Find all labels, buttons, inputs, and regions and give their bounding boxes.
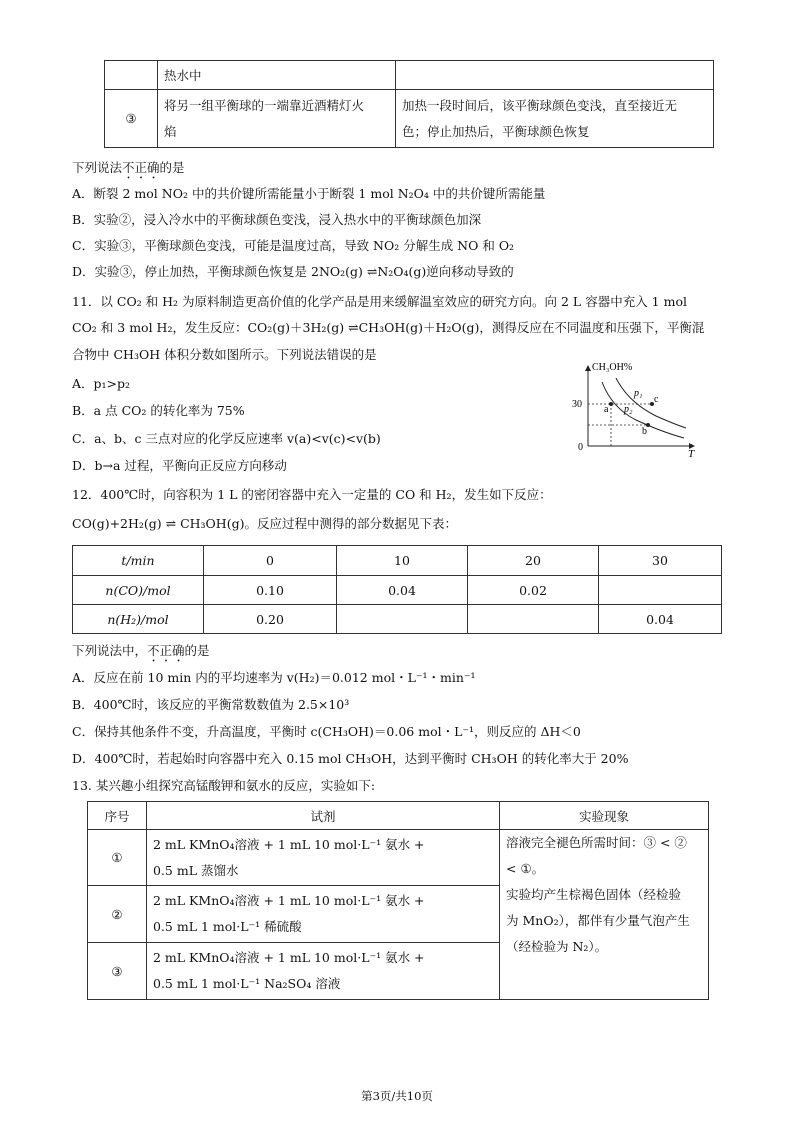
lead-text: 下列说法中， [72, 643, 148, 658]
table-cell: ② [88, 886, 147, 943]
cell-line: 2 mL KMnO₄溶液 + 1 mL 10 mol·L⁻¹ 氨水 + [153, 836, 425, 852]
table-cell: 0.10 [204, 576, 337, 605]
table-cell [147, 943, 500, 1000]
row-label [73, 576, 204, 605]
lead-text: 的是 [159, 160, 185, 175]
option-c: C．a、b、c 三点对应的化学反应速率 v(a)<v(c)<v(b) [72, 431, 381, 446]
option-a: A．反应在前 10 min 内的平均速率为 v(H₂)＝0.012 mol・L⁻¹・min⁻¹ [72, 670, 476, 685]
tick-label-30: 30 [572, 399, 582, 410]
table-header-cell: 序号 [88, 802, 147, 830]
table-header-cell: 30 [599, 546, 722, 576]
table-cell: ③ [88, 943, 147, 1000]
question-lead [72, 641, 210, 665]
table-cell: 0.04 [599, 605, 722, 634]
cell-line: 实验均产生棕褐色固体（经检验 [506, 887, 682, 902]
cell-line: 溶液完全褪色所需时间：③ < ② [506, 835, 687, 850]
table-cell [599, 576, 722, 605]
table-cell: 0.04 [337, 576, 468, 605]
cell-line: 0.5 mL 1 mol·L⁻¹ 稀硫酸 [153, 919, 302, 934]
lead-text: 下列说法 [72, 160, 123, 175]
question-12-line-1: 12．400℃时，向容积为 1 L 的密闭容器中充入一定量的 CO 和 H₂，发生如下反应： [72, 487, 552, 502]
option-b: B．实验②，浸入冷水中的平衡球颜色变浅，浸入热水中的平衡球颜色加深 [72, 212, 482, 227]
data-table-q12 [72, 545, 722, 634]
table-cell [468, 605, 599, 634]
cell-line: 0.5 mL 蒸馏水 [153, 862, 239, 878]
x-axis-label: T [688, 448, 695, 460]
emphasis-text: 不正确 [147, 643, 185, 658]
row-label-text: n(H₂)/mol [107, 611, 169, 627]
question-11-line-2: CO₂ 和 3 mol H₂，发生反应：CO₂(g)＋3H₂(g) ⇌CH₃OH(g)＋H₂O(g)，测得反应在不同温度和压强下，平衡混 [72, 320, 705, 335]
question-13-line-1: 13. 某兴趣小组探究高锰酸钾和氨水的反应，实验如下: [72, 778, 376, 793]
table-header-cell: 实验现象 [500, 802, 709, 830]
table-cell [158, 90, 396, 148]
cell-line: （经检验为 N₂）。 [506, 939, 608, 954]
point-a [609, 402, 613, 406]
option-c: C．实验③，平衡球颜色变浅，可能是温度过高，导致 NO₂ 分解生成 NO 和 O₂ [72, 238, 515, 253]
label-c: c [654, 394, 659, 405]
option-b: B．a 点 CO₂ 的转化率为 75% [72, 403, 245, 418]
option-a: A．p₁>p₂ [72, 376, 131, 391]
option-c: C．保持其他条件不变，升高温度，平衡时 c(CH₃OH)＝0.06 mol・L⁻¹，则反应的 ΔH＜0 [72, 724, 581, 739]
cell-line: 加热一段时间后，该平衡球颜色变浅，直至接近无 [402, 97, 678, 113]
table-header-cell: 10 [337, 546, 468, 576]
table-header-cell: 0 [204, 546, 337, 576]
label-a: a [604, 404, 609, 415]
label-b: b [642, 426, 647, 437]
table-cell [396, 61, 714, 90]
option-d: D．实验③，停止加热，平衡球颜色恢复是 2NO₂(g) ⇌N₂O₄(g)逆向移动导致的 [72, 264, 514, 279]
table-cell [396, 90, 714, 148]
lead-text: 的是 [184, 643, 210, 658]
option-b: B．400℃时，该反应的平衡常数数值为 2.5×10³ [72, 697, 350, 712]
table-cell: ③ [105, 90, 158, 148]
table-cell [105, 61, 158, 90]
row-label [73, 605, 204, 634]
table-header-cell: 20 [468, 546, 599, 576]
equilibrium-graph [566, 358, 706, 460]
experiment-table-q13 [87, 801, 709, 1000]
experiment-table-top [104, 60, 714, 148]
phenomena-cell [500, 830, 709, 1000]
option-d: D．400℃时，若起始时向容器中充入 0.15 mol CH₃OH，达到平衡时 CH₃OH 的转化率大于 20% [72, 751, 629, 766]
table-cell [147, 886, 500, 943]
table-cell: 0.20 [204, 605, 337, 634]
question-12-line-2: CO(g)+2H₂(g) ⇌ CH₃OH(g)。反应过程中测得的部分数据见下表： [72, 516, 457, 531]
cell-line: 色；停止加热后，平衡球颜色恢复 [402, 123, 590, 139]
header-text: t/min [121, 553, 155, 568]
cell-line: 为 MnO₂），都伴有少量气泡产生 [506, 913, 690, 928]
question-lead [72, 158, 185, 182]
label-p2: p₂ [624, 404, 633, 415]
table-header-cell: 试剂 [147, 802, 500, 830]
option-a: A．断裂 2 mol NO₂ 中的共价键所需能量小于断裂 1 mol N₂O₄ 中的共价键所需能量 [72, 186, 546, 201]
label-p1: p₁ [634, 388, 643, 399]
cell-line: 焰 [164, 123, 177, 139]
y-axis-label: CH₃OH% [592, 362, 633, 373]
table-header-cell [73, 546, 204, 576]
origin-label: 0 [578, 442, 583, 453]
emphasis-text: 不正确 [122, 160, 160, 175]
table-cell: 0.02 [468, 576, 599, 605]
cell-line: < ①。 [506, 861, 545, 876]
table-cell [337, 605, 468, 634]
option-d: D．b→a 过程，平衡向正反应方向移动 [72, 458, 287, 473]
table-cell: ① [88, 830, 147, 886]
table-cell [147, 830, 500, 886]
page-footer: 第3页/共10页 [361, 1089, 433, 1103]
cell-line: 0.5 mL 1 mol·L⁻¹ Na₂SO₄ 溶液 [153, 976, 341, 991]
question-11-line-3: 合物中 CH₃OH 体积分数如图所示。下列说法错误的是 [72, 347, 377, 362]
cell-line: 将另一组平衡球的一端靠近酒精灯火 [164, 97, 365, 113]
row-label-text: n(CO)/mol [105, 582, 171, 598]
table-cell: 热水中 [158, 61, 396, 90]
question-11-line-1: 11．以 CO₂ 和 H₂ 为原料制造更高价值的化学产品是用来缓解温室效应的研究方向。向 2 L 容器中充入 1 mol [72, 294, 687, 309]
cell-line: 2 mL KMnO₄溶液 + 1 mL 10 mol·L⁻¹ 氨水 + [153, 893, 425, 908]
cell-line: 2 mL KMnO₄溶液 + 1 mL 10 mol·L⁻¹ 氨水 + [153, 950, 425, 965]
